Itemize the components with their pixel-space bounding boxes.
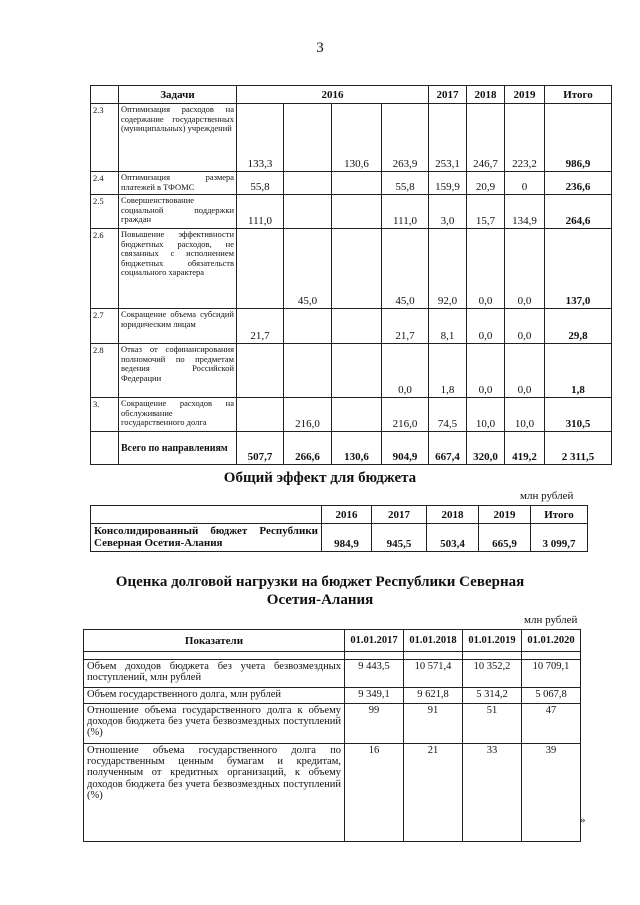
cell-value: 945,5 [372, 524, 427, 552]
cell-2017: 253,1 [429, 104, 467, 172]
row-task: Сокращение объема субсидий юридическим лицам [119, 309, 237, 344]
debt-load-table [83, 629, 581, 842]
cell-2016-c [332, 398, 382, 432]
cell-2018: 0,0 [467, 309, 505, 344]
row-task: Отказ от софинансирования полномочий по предметам ведения Российской Федерации [119, 344, 237, 398]
table-row [84, 744, 581, 842]
header-date: 01.01.2017 [345, 630, 404, 652]
table-row [91, 398, 612, 432]
sum-2016-a: 507,7 [237, 432, 284, 465]
section-title-budget-effect: Общий эффект для бюджета [223, 470, 417, 486]
cell-value: 16 [345, 744, 404, 842]
header-year: 2018 [427, 506, 479, 524]
sum-2016-d: 904,9 [382, 432, 429, 465]
header-date: 01.01.2019 [463, 630, 522, 652]
row-number: 3. [91, 398, 119, 432]
cell-2016-c [332, 344, 382, 398]
row-number: 2.4 [91, 172, 119, 195]
row-number [91, 432, 119, 465]
cell-2019: 0,0 [505, 229, 545, 309]
row-label: Консолидированный бюджет Республики Северная Осетия-Алания [91, 524, 322, 552]
cell-2016-d: 111,0 [382, 195, 429, 229]
sum-2018: 320,0 [467, 432, 505, 465]
table-row [84, 704, 581, 744]
cell-2017: 1,8 [429, 344, 467, 398]
cell-2018: 10,0 [467, 398, 505, 432]
cell-value: 51 [463, 704, 522, 744]
header-date: 01.01.2020 [522, 630, 581, 652]
table-row [91, 195, 612, 229]
row-label: Отношение объема государственного долга к объему доходов бюджета без учета безвозмездных поступлений (%) [84, 704, 345, 744]
header-2019: 2019 [505, 86, 545, 104]
header-num [91, 86, 119, 104]
section-title-debt-load-line1: Оценка долговой нагрузки на бюджет Республики Северная [115, 574, 525, 590]
table-header-row [91, 86, 612, 104]
row-label: Объем государственного долга, млн рублей [84, 688, 345, 704]
table-header-row [84, 630, 581, 652]
row-number: 2.3 [91, 104, 119, 172]
cell-value: 47 [522, 704, 581, 744]
cell-2016-b: 216,0 [284, 398, 332, 432]
table-row [84, 660, 581, 688]
sum-2019: 419,2 [505, 432, 545, 465]
cell-2019: 0 [505, 172, 545, 195]
table-row [84, 688, 581, 704]
cell-2016-c [332, 309, 382, 344]
header-year: 2017 [372, 506, 427, 524]
header-date: 01.01.2018 [404, 630, 463, 652]
cell-2016-b [284, 104, 332, 172]
budget-effect-table [90, 505, 588, 552]
units-label: млн рублей [524, 614, 578, 626]
table-sum-row [91, 432, 612, 465]
cell-value: 10 571,4 [404, 660, 463, 688]
cell-2016-b [284, 195, 332, 229]
cell-2019: 134,9 [505, 195, 545, 229]
header-empty [91, 506, 322, 524]
cell-2016-b [284, 344, 332, 398]
table-row [91, 229, 612, 309]
cell-value: 5 314,2 [463, 688, 522, 704]
cell-2019: 10,0 [505, 398, 545, 432]
table-header-row [91, 506, 588, 524]
cell-total: 29,8 [545, 309, 612, 344]
cell-2016-d: 216,0 [382, 398, 429, 432]
section-title-debt-load-line2: Осетия-Алания [266, 592, 374, 608]
table-row [91, 309, 612, 344]
row-number: 2.6 [91, 229, 119, 309]
cell-value: 665,9 [479, 524, 531, 552]
cell-2016-c [332, 195, 382, 229]
row-number: 2.8 [91, 344, 119, 398]
cell-value: 10 352,2 [463, 660, 522, 688]
sum-total: 2 311,5 [545, 432, 612, 465]
sum-2016-c: 130,6 [332, 432, 382, 465]
row-label: Отношение объема государственного долга по государственным ценным бумагам и кредитам, полученным от кредитных организаций, к объему доходов бюджета без учета безвозмездных поступлений (%) [84, 744, 345, 842]
cell-value: 91 [404, 704, 463, 744]
closing-quote-mark: » [580, 814, 586, 826]
cell-2016-c: 130,6 [332, 104, 382, 172]
row-task: Оптимизация размера платежей в ТФОМС [119, 172, 237, 195]
cell-value: 3 099,7 [531, 524, 588, 552]
spacer-row [84, 652, 581, 660]
row-label: Объем доходов бюджета без учета безвозмездных поступлений, млн рублей [84, 660, 345, 688]
cell-2016-d: 263,9 [382, 104, 429, 172]
cell-2019: 0,0 [505, 344, 545, 398]
cell-2016-d: 21,7 [382, 309, 429, 344]
cell-2017: 8,1 [429, 309, 467, 344]
sum-2017: 667,4 [429, 432, 467, 465]
cell-2016-a [237, 229, 284, 309]
cell-2018: 20,9 [467, 172, 505, 195]
cell-value: 39 [522, 744, 581, 842]
cell-2016-c [332, 172, 382, 195]
header-task: Задачи [119, 86, 237, 104]
table-row [91, 524, 588, 552]
cell-2016-d: 55,8 [382, 172, 429, 195]
cell-2018: 0,0 [467, 344, 505, 398]
cell-2016-a: 55,8 [237, 172, 284, 195]
row-task: Повышение эффективности бюджетных расходов, не связанных с исполнением бюджетных обязательств социального характера [119, 229, 237, 309]
header-2017: 2017 [429, 86, 467, 104]
cell-total: 137,0 [545, 229, 612, 309]
cell-2017: 74,5 [429, 398, 467, 432]
cell-value: 9 349,1 [345, 688, 404, 704]
cell-value: 9 621,8 [404, 688, 463, 704]
cell-2016-a [237, 344, 284, 398]
table-row [91, 344, 612, 398]
cell-2016-a [237, 398, 284, 432]
cell-2018: 0,0 [467, 229, 505, 309]
cell-total: 310,5 [545, 398, 612, 432]
header-total: Итого [545, 86, 612, 104]
cell-2016-b [284, 172, 332, 195]
header-year: 2016 [322, 506, 372, 524]
header-total: Итого [531, 506, 588, 524]
table-row [91, 172, 612, 195]
units-label: млн рублей [520, 490, 574, 502]
cell-2016-b: 45,0 [284, 229, 332, 309]
cell-2017: 92,0 [429, 229, 467, 309]
cell-value: 984,9 [322, 524, 372, 552]
table-row [91, 104, 612, 172]
cell-total: 264,6 [545, 195, 612, 229]
cell-2017: 159,9 [429, 172, 467, 195]
cell-2016-c [332, 229, 382, 309]
cell-2016-d: 0,0 [382, 344, 429, 398]
header-year: 2019 [479, 506, 531, 524]
header-2018: 2018 [467, 86, 505, 104]
sum-2016-b: 266,6 [284, 432, 332, 465]
cell-value: 99 [345, 704, 404, 744]
cell-2019: 0,0 [505, 309, 545, 344]
header-2016: 2016 [237, 86, 429, 104]
cell-value: 21 [404, 744, 463, 842]
cell-total: 236,6 [545, 172, 612, 195]
measures-table [90, 85, 612, 465]
cell-total: 1,8 [545, 344, 612, 398]
cell-2017: 3,0 [429, 195, 467, 229]
cell-2016-a: 111,0 [237, 195, 284, 229]
cell-2016-a: 133,3 [237, 104, 284, 172]
cell-2016-a: 21,7 [237, 309, 284, 344]
cell-2018: 246,7 [467, 104, 505, 172]
row-task: Сокращение расходов на обслуживание государственного долга [119, 398, 237, 432]
page-number: 3 [316, 40, 324, 56]
row-number: 2.5 [91, 195, 119, 229]
cell-2019: 223,2 [505, 104, 545, 172]
cell-2018: 15,7 [467, 195, 505, 229]
header-indicators: Показатели [84, 630, 345, 652]
cell-value: 9 443,5 [345, 660, 404, 688]
row-number: 2.7 [91, 309, 119, 344]
cell-value: 503,4 [427, 524, 479, 552]
row-task: Оптимизация расходов на содержание государственных (муниципальных) учреждений [119, 104, 237, 172]
sum-label: Всего по направлениям [119, 432, 237, 465]
row-task: Совершенствование социальной поддержки граждан [119, 195, 237, 229]
cell-value: 5 067,8 [522, 688, 581, 704]
cell-2016-b [284, 309, 332, 344]
cell-total: 986,9 [545, 104, 612, 172]
cell-value: 10 709,1 [522, 660, 581, 688]
cell-value: 33 [463, 744, 522, 842]
cell-2016-d: 45,0 [382, 229, 429, 309]
